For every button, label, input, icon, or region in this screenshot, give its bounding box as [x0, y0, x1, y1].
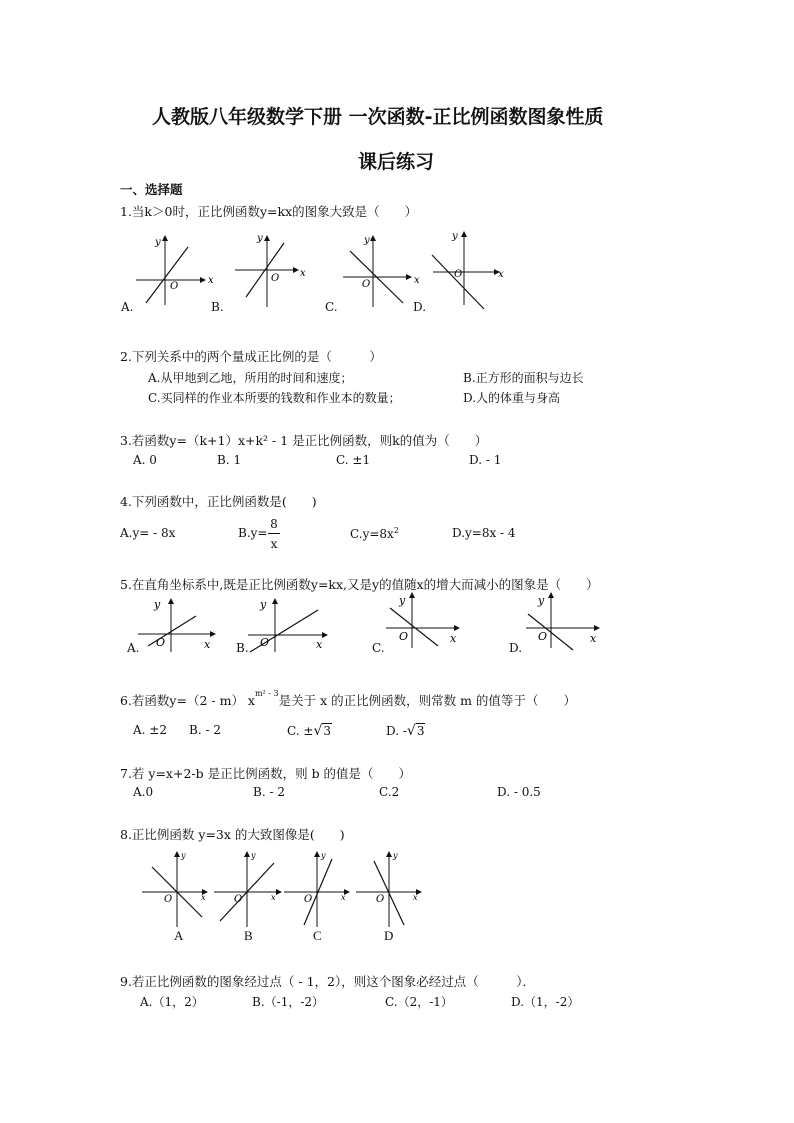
- q4-option-b-denominator: x: [270, 537, 278, 551]
- q8-c-y: y: [321, 851, 326, 860]
- section-heading: 一、选择题: [120, 182, 183, 197]
- q5-d-x: x: [590, 632, 597, 645]
- q8-d-x: x: [413, 893, 418, 902]
- q5-graph-c: [386, 592, 460, 648]
- q1-label-c: C.: [325, 300, 338, 314]
- q8-b-y: y: [251, 851, 256, 860]
- q3-option-a: A. 0: [133, 453, 157, 467]
- q1-a-x: x: [208, 275, 214, 286]
- q8-label-c: C: [313, 928, 322, 943]
- q8-a-origin: O: [164, 894, 173, 905]
- q2-option-c: C.买同样的作业本所要的钱数和作业本的数量；: [148, 391, 401, 405]
- q5-graph-d: [526, 592, 600, 650]
- q5-d-y: y: [538, 594, 545, 607]
- q9-option-c: C.（2，-1）: [385, 995, 453, 1009]
- q4-option-a: A.y= - 8x: [120, 526, 176, 540]
- q6-stem-suffix: 是关于 x 的正比例函数，则常数 m 的值等于（ ）: [278, 693, 576, 708]
- q8-graph-d: [356, 851, 422, 927]
- q8-c-x: x: [341, 893, 346, 902]
- q5-a-y: y: [154, 598, 161, 611]
- q8-d-origin: O: [376, 894, 385, 905]
- q6-option-a: A. ±2: [133, 723, 167, 737]
- q6-option-c-root-arg: 3: [323, 724, 331, 738]
- q5-c-y: y: [399, 594, 406, 607]
- q6-option-d: [386, 723, 425, 739]
- question-8-stem: 8.正比例函数 y=3x 的大致图像是( ): [120, 827, 345, 842]
- q5-graph-a: [138, 598, 216, 652]
- q3-option-b: B. 1: [217, 453, 242, 467]
- question-5-figures: [118, 590, 608, 660]
- q5-c-origin: O: [399, 630, 409, 643]
- question-3-stem: 3.若函数y=（k+1）x+k² - 1 是正比例函数，则k的值为（ ）: [120, 433, 488, 448]
- q1-label-a: A.: [121, 300, 134, 314]
- question-4-stem: 4.下列函数中，正比例函数是( ): [120, 494, 317, 509]
- q7-option-d: D. - 0.5: [497, 785, 541, 799]
- q4-option-c: [350, 526, 399, 541]
- q1-a-origin: O: [170, 281, 179, 292]
- q4-option-c-exp: 2: [393, 526, 399, 535]
- q8-d-y: y: [393, 851, 398, 860]
- q7-option-c: C.2: [379, 785, 400, 799]
- q1-label-d: D.: [413, 300, 427, 314]
- q1-graph-a: [136, 235, 214, 305]
- q5-b-x: x: [316, 638, 323, 651]
- q5-graph-b: [248, 598, 328, 652]
- q1-d-y: y: [452, 231, 458, 242]
- q2-option-a: A.从甲地到乙地，所用的时间和速度；: [148, 371, 353, 385]
- q8-b-x: x: [271, 893, 276, 902]
- q8-c-origin: O: [304, 894, 313, 905]
- q5-c-x: x: [450, 632, 457, 645]
- q8-a-y: y: [181, 851, 186, 860]
- question-6-stem: [120, 688, 576, 709]
- question-9-stem: 9.若正比例函数的图象经过点（ - 1，2），则这个图象必经过点（ ）．: [120, 974, 536, 989]
- q8-graph-b: [214, 851, 282, 927]
- q4-option-c-base: C.y=8x: [350, 527, 394, 541]
- q4-option-d: D.y=8x - 4: [452, 526, 516, 540]
- q8-a-x: x: [201, 893, 206, 902]
- q6-option-b: B. - 2: [189, 723, 221, 737]
- q8-label-b: B: [244, 928, 253, 943]
- q3-option-d: D. - 1: [469, 453, 502, 467]
- q5-d-origin: O: [538, 630, 548, 643]
- q1-label-b: B.: [211, 300, 224, 314]
- q4-option-b-numerator: 8: [270, 517, 278, 531]
- q1-c-y: y: [364, 235, 370, 246]
- q1-graph-b: [235, 233, 306, 307]
- page-title: 人教版八年级数学下册 一次函数-正比例函数图象性质: [152, 106, 604, 128]
- q7-option-a: A.0: [133, 785, 154, 799]
- q9-option-b: B.（-1，-2）: [252, 995, 325, 1009]
- question-7-stem: 7.若 y=x+2-b 是正比例函数，则 b 的值是（ ）: [120, 766, 412, 781]
- q8-label-a: A: [174, 928, 184, 943]
- q1-c-x: x: [414, 275, 420, 286]
- q2-option-b: B.正方形的面积与边长: [463, 371, 584, 385]
- question-5-stem: 5.在直角坐标系中,既是正比例函数y=kx,又是y的值随x的增大而减小的图象是（ ）: [120, 577, 599, 592]
- q5-label-b: B.: [236, 641, 249, 655]
- q5-label-c: C.: [372, 641, 385, 655]
- q4-option-b-prefix: B.y=: [238, 526, 268, 540]
- q1-c-origin: O: [362, 279, 371, 290]
- q9-option-d: D.（1，-2）: [511, 995, 580, 1009]
- q5-a-x: x: [204, 638, 211, 651]
- question-2-stem: 2.下列关系中的两个量成正比例的是（ ）: [120, 349, 382, 364]
- q1-d-x: x: [498, 269, 504, 280]
- q8-graph-c: [284, 851, 350, 927]
- q5-label-d: D.: [509, 641, 523, 655]
- q6-option-c-prefix: C. ±: [287, 724, 314, 738]
- q1-b-x: x: [300, 268, 306, 279]
- q5-a-origin: O: [156, 636, 166, 649]
- question-1-figures: [118, 225, 518, 320]
- q1-d-origin: O: [454, 269, 463, 280]
- q1-b-y: y: [257, 233, 263, 244]
- q6-option-d-prefix: D. -: [386, 724, 407, 738]
- q5-label-a: A.: [127, 641, 140, 655]
- q2-option-d: D.人的体重与身高: [463, 391, 561, 405]
- q6-stem-exponent: m² - 3: [254, 688, 279, 698]
- q5-b-origin: O: [260, 636, 270, 649]
- q1-b-origin: O: [271, 273, 280, 284]
- q1-graph-c: [343, 235, 420, 307]
- page-subtitle: 课后练习: [358, 151, 435, 173]
- q8-b-origin: O: [234, 894, 243, 905]
- q6-option-c: [287, 723, 332, 739]
- q1-graph-d: [432, 231, 504, 309]
- q9-option-a: A.（1，2）: [140, 995, 204, 1009]
- q4-option-b-fraction-bar: [268, 533, 280, 534]
- q7-option-b: B. - 2: [253, 785, 285, 799]
- q6-option-d-root-arg: 3: [416, 724, 425, 738]
- q8-graph-a: [142, 851, 208, 927]
- q6-stem-prefix: 6.若函数y=（2 - m） x: [120, 693, 255, 708]
- question-1-stem: 1.当k＞0时，正比例函数y=kx的图象大致是（ ）: [120, 204, 418, 219]
- q1-a-y: y: [155, 237, 161, 248]
- q6-option-d-root: √3: [406, 723, 425, 739]
- q8-label-d: D: [384, 928, 394, 943]
- q5-b-y: y: [260, 598, 267, 611]
- q6-option-c-root: √3: [313, 723, 331, 739]
- q3-option-c: C. ±1: [336, 453, 371, 467]
